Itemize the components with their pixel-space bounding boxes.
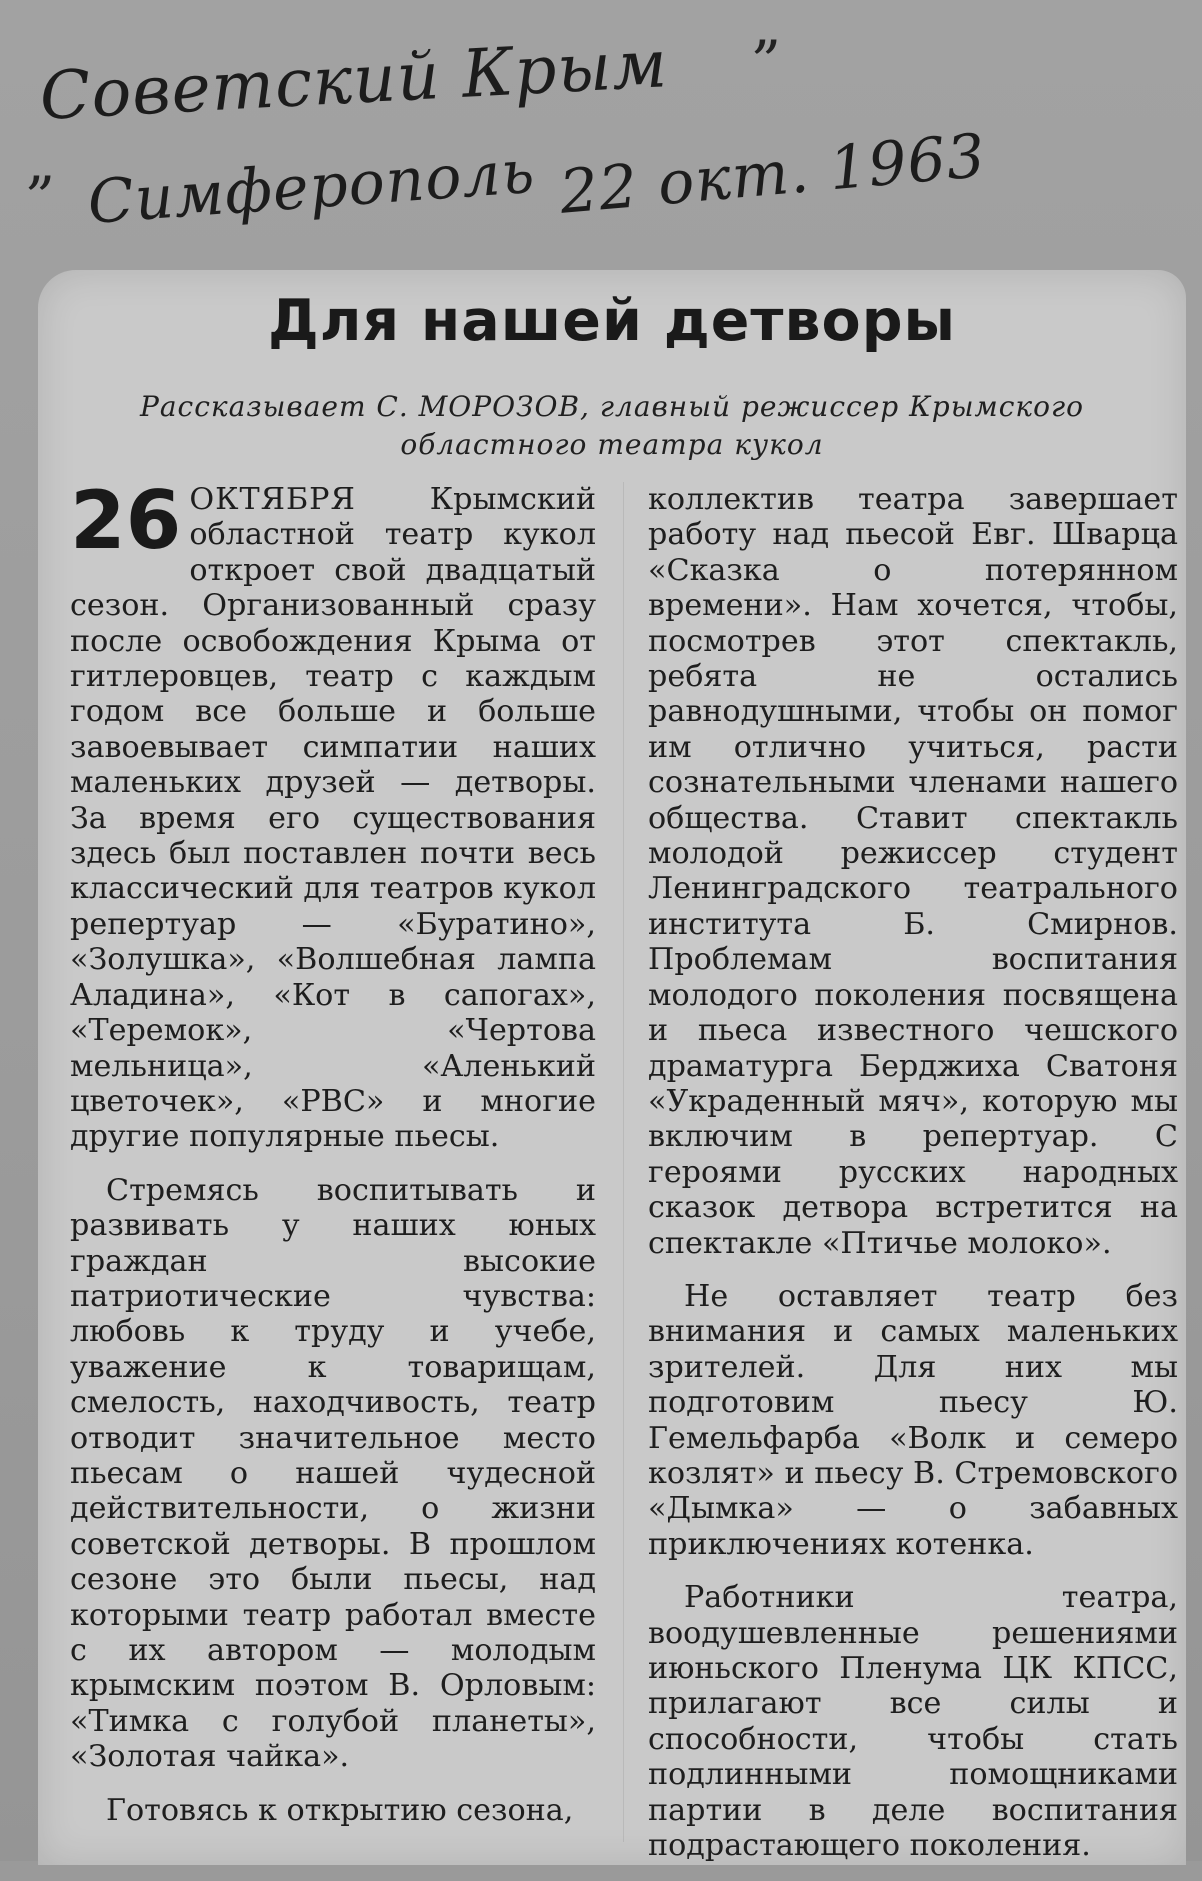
newspaper-clipping bbox=[38, 270, 1186, 1865]
closing-quote-mark: „ bbox=[752, 0, 783, 60]
lead-caps: ОКТЯБРЯ bbox=[189, 482, 356, 517]
paragraph-5: Работники театра, воодушевленные решениями июньского Пленума ЦК КПСС, прилагают все силы и способности, чтобы стать подлинными помощниками партии в деле воспитания подрастающего поколения. bbox=[648, 1580, 1178, 1864]
paragraph-3-start: Готовясь к открытию сезона, bbox=[106, 1792, 574, 1828]
paragraph-3-continued: коллектив театра завершает работу над пьесой Евг. Шварца «Сказка о потерянном времени». Нам хочется, чтобы, посмотрев этот спектакль, ребята не остались равнодушными, чтобы он помог им отлично учиться, расти сознательными членами нашего общества. Ставит спектакль молодой режиссер студент Ленинградского театрального института Б. Смирнов. Проблемам воспитания молодого поколения посвящена и пьеса известного чешского драматурга Берджиха Сватоня «Украденный мяч», которую мы включим в репертуар. С героями русских народных сказок детвора встретится на спектакле «Птичье молоко». bbox=[648, 482, 1178, 1261]
paragraph-1-text: Крымский областной театр кукол откроет свой двадцатый сезон. Организованный сразу после освобождения Крыма от гитлеровцев, театр с каждым годом все больше и больше завоевывает симпатии наших маленьких друзей — детворы. За время его существования здесь был поставлен почти весь классический для театров кукол репертуар — «Буратино», «Золушка», «Волшебная лампа Аладина», «Кот в сапогах», «Теремок», «Чертова мельница», «Аленький цветочек», «РВС» и многие другие популярные пьесы. bbox=[70, 482, 597, 1155]
paragraph-2: Стремясь воспитывать и развивать у наших юных граждан высокие патриотические чувства: любовь к труду и учебе, уважение к товарищам, смелость, находчивость, театр отводит значительное место пьесам о нашей чудесной действительности, о жизни советской детворы. В прошлом сезоне это были пьесы, над которыми театр работал вместе с их автором — молодым крымским поэтом В. Орловым: «Тимка с голубой планеты», «Золотая чайка». bbox=[70, 1172, 596, 1775]
paragraph-1 bbox=[70, 474, 597, 1155]
drop-cap-date: 26 bbox=[70, 474, 182, 567]
handwritten-city: Симферополь bbox=[85, 136, 538, 238]
opening-quote-mark: „ bbox=[26, 128, 57, 196]
article-byline: Рассказывает С. МОРОЗОВ, главный режиссер Крымского bbox=[140, 390, 1084, 423]
article-byline-cont: областного театра кукол bbox=[400, 428, 824, 461]
paragraph-4: Не оставляет театр без внимания и самых маленьких зрителей. Для них мы подготовим пьесу Ю. Гемельфарба «Волк и семеро козлят» и пьесу В. Стремовского «Дымка» — о забавных приключениях котенка. bbox=[648, 1278, 1178, 1562]
handwritten-date: 22 окт. 1963 bbox=[556, 120, 989, 228]
article-column-left bbox=[70, 474, 597, 1846]
column-divider bbox=[623, 482, 624, 1842]
article-column-right bbox=[648, 482, 1178, 1881]
article-title: Для нашей детворы bbox=[267, 288, 957, 354]
handwritten-newspaper-name: Советский Крым bbox=[37, 25, 670, 135]
